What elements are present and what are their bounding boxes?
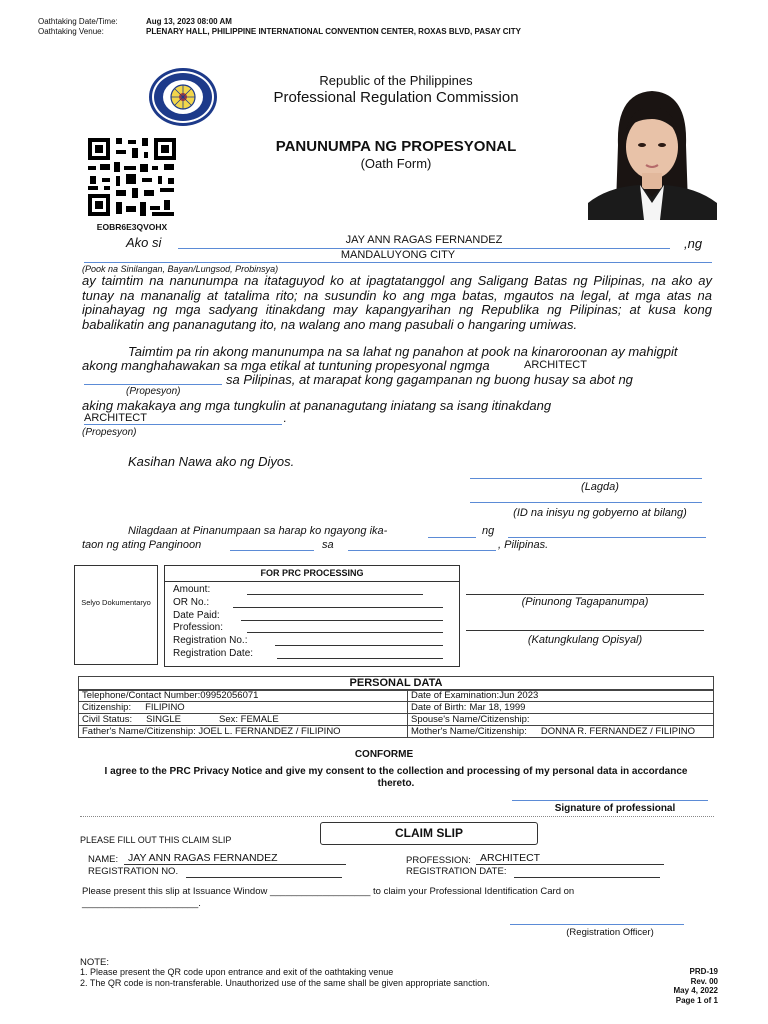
personal-row-1 (79, 690, 714, 702)
exam-label: Date of Examination: (411, 690, 500, 701)
sex-value: FEMALE (240, 714, 279, 725)
qr-code-id: EOBR6E3QVOHX (96, 222, 168, 232)
personal-row-3 (79, 714, 714, 726)
citizenship-label: Citizenship: (82, 702, 132, 713)
conforme-text: I agree to the PRC Privacy Notice and give my consent to the collection and processing of my personal data in accordance thereto. (104, 766, 688, 789)
claim-profession-value: ARCHITECT (480, 852, 541, 864)
oath-paragraph-2-line3: sa Pilipinas, at marapat kong gagampanan ng buong husay sa abot ng (226, 372, 633, 387)
mother-label: Mother's Name/Citizenship: (411, 726, 527, 737)
claim-profession-label: PROFESSION: (406, 855, 471, 866)
citizenship-value: FILIPINO (145, 702, 185, 713)
qr-code (86, 136, 178, 218)
mother-cell (408, 726, 714, 738)
oath-paragraph-2-line2: akong manghahawakan sa mga etikal at tuntuning propesyonal ngmga (82, 358, 490, 373)
oathtaking-date-label: Oathtaking Date/Time: (38, 17, 118, 26)
tel-value: 09952056071 (200, 690, 259, 701)
doc-rev: Rev. 00 (690, 976, 718, 986)
document-info (640, 967, 718, 1005)
prc-field-row (173, 597, 459, 610)
doc-page: Page 1 of 1 (675, 995, 718, 1005)
prc-field-label: Profession: (173, 622, 224, 634)
prc-field-line (233, 607, 443, 608)
sex-label: Sex: (219, 714, 239, 725)
doc-code: PRD-19 (689, 967, 718, 976)
claim-name-label: NAME: (88, 854, 119, 865)
prc-seal-logo (147, 66, 219, 128)
kasihan-text: Kasihan Nawa ako ng Diyos. (128, 454, 295, 469)
father-label: Father's Name/Citizenship: (82, 726, 196, 737)
exam-cell (408, 690, 714, 702)
mother-value: DONNA R. FERNANDEZ / FILIPINO (540, 726, 695, 737)
dotted-divider (80, 816, 714, 817)
claim-fill-out-text: PLEASE FILL OUT THIS CLAIM SLIP (80, 835, 232, 845)
prc-field-label: OR No.: (173, 596, 210, 608)
republic-heading: Republic of the Philippines (319, 73, 473, 88)
birthplace-field (84, 249, 712, 263)
prc-field-row (173, 622, 459, 635)
month-line (508, 526, 706, 538)
claim-name-field (124, 852, 346, 865)
personal-row-4 (79, 726, 714, 738)
selyo-label: Selyo Dokumentaryo (81, 598, 151, 607)
note-line-2: 2. The QR code is non-transferable. Unauthorized use of the same shall be given appropriate sanction. (80, 978, 490, 988)
exam-value: Jun 2023 (499, 690, 539, 701)
claim-present-text: Please present this slip at Issuance Window ___________________ to claim your Professional Identification Card on (82, 886, 575, 897)
claim-regdate-line (514, 866, 660, 878)
prc-field-label: Registration No.: (173, 635, 248, 647)
lagda-caption: (Lagda) (581, 481, 619, 493)
ng-label-2: ng (482, 525, 495, 537)
personal-data-table (78, 689, 714, 738)
civil-value: SINGLE (146, 714, 182, 725)
father-value: JOEL L. FERNANDEZ / FILIPINO (198, 726, 341, 737)
oathtaking-venue-value: PLENARY HALL, PHILIPPINE INTERNATIONAL CONVENTION CENTER, ROXAS BLVD, PASAY CITY (146, 27, 521, 36)
claim-regdate-label: REGISTRATION DATE: (406, 866, 507, 877)
oathtaking-date-value: Aug 13, 2023 08:00 AM (146, 17, 232, 26)
ako-si-label: Ako si (126, 235, 162, 250)
propesyon-caption-1: (Propesyon) (126, 386, 181, 397)
taon-text: taon ng ating Panginoon (82, 539, 202, 551)
claim-regno-label: REGISTRATION NO. (88, 866, 179, 877)
conforme-signature-line (512, 790, 708, 801)
form-subtitle: (Oath Form) (360, 156, 432, 171)
profession-line-1 (84, 372, 222, 385)
prc-field-row (173, 635, 459, 648)
prc-field-row (173, 648, 459, 661)
lagda-line (470, 466, 702, 479)
period: . (283, 411, 287, 425)
tel-cell (79, 690, 408, 702)
birthplace-caption: (Pook na Sinilangan, Bayan/Lungsod, Probinsya) (82, 264, 279, 274)
oath-paragraph-2-line1: Taimtim pa rin akong manunumpa na sa lahat ng panahon at pook na kinaroroonan ay mahigpit (128, 344, 678, 359)
oath-paragraph-2-line4: aking makakaya ang mga tungkulin at pananagutang iniatang sa isang itinakdang (82, 398, 552, 413)
ng-label: ,ng (684, 236, 703, 251)
id-caption: (ID na inisyu ng gobyerno at bilang) (513, 507, 687, 519)
applicant-photo (588, 85, 717, 220)
civil-label: Civil Status: (82, 714, 133, 725)
day-line (428, 526, 476, 538)
city-line (348, 539, 496, 551)
conforme-title: CONFORME (354, 749, 414, 760)
prc-field-label: Registration Date: (173, 647, 254, 659)
sa-label: sa (322, 539, 334, 551)
citizenship-cell (79, 702, 408, 714)
prc-field-label: Date Paid: (173, 609, 220, 621)
claim-present-text-2: ______________________. (82, 898, 201, 909)
conforme-signature-label: Signature of professional (554, 803, 676, 814)
note-title: NOTE: (80, 957, 110, 968)
propesyon-caption-2: (Propesyon) (82, 427, 137, 438)
claim-name-value: JAY ANN RAGAS FERNANDEZ (128, 852, 278, 864)
civil-cell (79, 714, 408, 726)
birthplace-value: MANDALUYONG CITY (340, 249, 456, 261)
oath-name-value: JAY ANN RAGAS FERNANDEZ (345, 234, 503, 246)
prc-field-label: Amount: (173, 584, 211, 595)
tel-label: Telephone/Contact Number: (82, 690, 201, 701)
prc-processing-title: FOR PRC PROCESSING (165, 566, 459, 582)
prc-field-row (173, 610, 459, 623)
pinunong-line (466, 584, 704, 595)
year-line (230, 539, 314, 551)
prc-processing-box (164, 565, 460, 667)
note-line-1: 1. Please present the QR code upon entrance and exit of the oathtaking venue (80, 967, 394, 977)
profession-field-2 (84, 412, 282, 425)
id-line (470, 492, 702, 503)
dob-value: Mar 18, 1999 (469, 702, 526, 713)
prc-field-line (247, 632, 443, 633)
katungkulang-line (466, 620, 704, 631)
registration-officer-label: (Registration Officer) (566, 927, 654, 938)
prc-field-row (173, 584, 459, 597)
form-title: PANUNUMPA NG PROPESYONAL (275, 138, 517, 155)
claim-profession-field (476, 852, 664, 865)
claim-slip-title: CLAIM SLIP (320, 822, 538, 845)
oath-name-field (178, 234, 670, 249)
dob-label: Date of Birth: (411, 702, 467, 713)
selyo-box (74, 565, 158, 665)
oath-paragraph-1: ay taimtim na nanunumpa na itataguyod ko at ipagtatanggol ang Saligang Batas ng Pilipinas, na ako ay tunay na mananalig at tatalima rito; na susundin ko ang mga batas, mgautos na legal, at mga atas na ipinahayag ng mga sadyang itinakdang may kapangyarihan ng Republika ng Pilipinas; at kusa kong babalikatin ang pananagutang ito, na walang ano mang pasubali o hangaring umiwas. (82, 273, 712, 332)
personal-data-title: PERSONAL DATA (78, 676, 714, 691)
spouse-label: Spouse's Name/Citizenship: (411, 714, 530, 725)
prc-field-line (241, 620, 443, 621)
claim-regno-line (186, 866, 342, 878)
doc-date: May 4, 2022 (673, 986, 718, 995)
katungkulang-caption: (Katungkulang Opisyal) (527, 634, 643, 646)
father-cell (79, 726, 408, 738)
personal-row-2 (79, 702, 714, 714)
pinunong-caption: (Pinunong Tagapanumpa) (521, 596, 649, 608)
profession-value-1: ARCHITECT (524, 359, 587, 371)
commission-heading: Professional Regulation Commission (273, 89, 519, 106)
prc-processing-fields (165, 582, 459, 661)
profession-value-2: ARCHITECT (84, 412, 147, 424)
pilipinas-text: , Pilipinas. (498, 539, 549, 551)
prc-field-line (275, 645, 443, 646)
spouse-cell (408, 714, 714, 726)
prc-field-line (277, 658, 443, 659)
nilagdaan-text: Nilagdaan at Pinanumpaan sa harap ko ngayong ika- (128, 525, 388, 537)
dob-cell (408, 702, 714, 714)
registration-officer-line (510, 914, 684, 925)
oathtaking-venue-label: Oathtaking Venue: (38, 27, 104, 36)
prc-field-line (247, 594, 423, 595)
